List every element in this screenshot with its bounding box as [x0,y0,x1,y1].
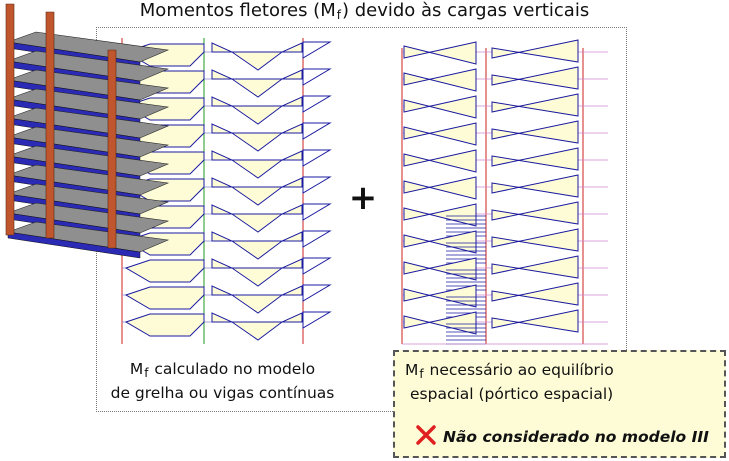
right-moment-span2 [492,94,578,116]
left-moment-span1 [126,260,204,282]
left-moment-span2 [212,232,302,259]
right-moment-span1 [404,258,476,280]
building-column [108,50,116,248]
left-moment-span2 [212,286,302,313]
left-moment-span1 [126,314,204,336]
left-moment-span2 [212,178,302,205]
left-moment-end [303,150,330,166]
left-moment-end [303,258,330,274]
left-grid-diagram [122,38,330,344]
right-moment-span1 [404,285,476,307]
left-moment-end [303,96,330,112]
left-moment-span2 [212,97,302,124]
right-moment-span1 [404,69,476,91]
left-moment-span2 [212,151,302,178]
building-column [6,4,14,235]
right-moment-span1 [404,96,476,118]
left-moment-end [303,123,330,139]
right-frame-diagram [402,40,608,344]
right-moment-span1 [404,123,476,145]
right-moment-span2 [492,310,578,332]
right-moment-span2 [492,175,578,197]
diagram-title: Momentos fletores $(M_f)$ devido às cargas verticais [139,0,590,22]
right-moment-span2 [492,121,578,143]
left-moment-span2 [212,43,302,70]
left-moment-span2 [212,124,302,151]
left-moment-span2 [212,259,302,286]
right-moment-span1 [404,177,476,199]
right-moment-span2 [492,202,578,224]
right-moment-span1 [404,312,476,334]
right-moment-span2 [492,283,578,305]
left-moment-end [303,42,330,58]
right-moment-span2 [492,148,578,170]
right-moment-span1 [404,231,476,253]
right-moment-span2 [492,67,578,89]
building-column [46,12,54,238]
left-moment-end [303,69,330,85]
building-illustration [6,4,168,258]
left-moment-end [303,312,330,328]
right-moment-span1 [404,204,476,226]
right-moment-span2 [492,40,578,62]
left-moment-span2 [212,205,302,232]
left-moment-end [303,204,330,220]
left-moment-span1 [126,287,204,309]
left-moment-end [303,231,330,247]
left-moment-span2 [212,70,302,97]
note-not-considered: Não considerado no modelo III [415,424,709,448]
right-caption: $M_f$ necessário ao equilíbrio espacial (pórtico espacial) [405,361,614,403]
left-moment-end [303,285,330,301]
x-mark-icon [415,424,437,446]
right-moment-span1 [404,150,476,172]
right-moment-span2 [492,229,578,251]
left-moment-span2 [212,313,302,340]
right-caption-box [393,350,726,458]
right-moment-span2 [492,256,578,278]
right-moment-span1 [404,42,476,64]
plus-sign: + [348,178,378,218]
left-caption: $M_f$ calculado no modelo de grelha ou vigas contínuas [110,360,335,402]
left-moment-end [303,177,330,193]
